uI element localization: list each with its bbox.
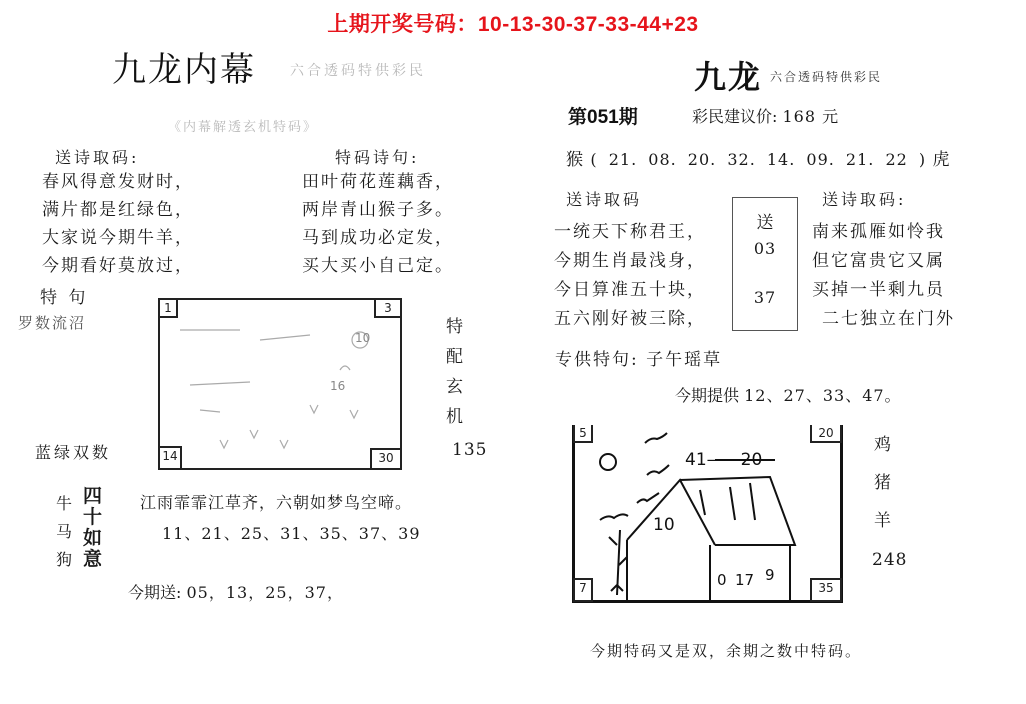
svg-text:10: 10: [355, 331, 371, 345]
house-drawing-icon: [575, 425, 840, 600]
sketch-drawing-icon: [160, 300, 400, 468]
right-poem-heading-right: 送诗取码:: [822, 190, 907, 209]
send-box-num2: 37: [753, 288, 777, 307]
right-zodiacs: 鸡 猪 羊: [874, 435, 891, 531]
poem-line: 田叶荷花莲藕香，: [302, 172, 454, 192]
left-verse: 江雨霏霏江草齐，六朝如梦鸟空啼。: [140, 493, 413, 512]
lan-lv-label: 蓝绿双数: [35, 443, 112, 462]
poem-line: 春风得意发财时，: [42, 172, 194, 192]
provide-label: 今期提供: [675, 386, 740, 405]
left-title: 九龙内幕: [112, 50, 256, 90]
right-right-number: 248: [872, 550, 908, 570]
corner-bottom-left: 7: [573, 578, 593, 602]
corner-top-right: 20: [810, 425, 842, 443]
zodiac-sequence: [566, 145, 951, 170]
svg-text:10: 10: [653, 515, 675, 535]
poem-line: 两岸青山猴子多。: [302, 200, 454, 220]
right-subtitle: 六合透码特供彩民: [770, 70, 883, 84]
right-footer: 今期特码又是双，余期之数中特码。: [590, 642, 863, 660]
corner-top-left: 5: [573, 425, 593, 443]
send-label: 今期送:: [128, 583, 182, 602]
poem-line: 买掉一半剩九员: [812, 280, 945, 300]
last-draw-label: 上期开奖号码：: [327, 13, 478, 36]
send-line: [128, 580, 344, 603]
svg-text:16: 16: [330, 379, 346, 393]
special-poem: [302, 168, 454, 280]
price-label: 彩民建议价:: [692, 107, 778, 126]
poem-line: 二七独立在门外: [822, 309, 955, 329]
provide-line: [675, 383, 902, 406]
special-label: 专供特句:: [555, 350, 639, 370]
right-sketch: [572, 425, 843, 603]
svg-text:17: 17: [735, 571, 755, 589]
poem-line: 南来孤雁如怜我: [812, 222, 945, 242]
corner-top-left: 1: [158, 298, 178, 318]
left-subheading: 《内幕解透玄机特码》: [168, 120, 319, 135]
left-zodiacs: 牛 马 狗: [56, 494, 73, 569]
send-box: [732, 197, 798, 331]
poem-line: 大家说今期牛羊，: [42, 228, 194, 248]
luo-shu-label: 罗数流沼: [18, 314, 87, 332]
corner-top-right: 3: [374, 298, 402, 318]
poem-line: 但它富贵它又属: [812, 251, 945, 271]
issue-number: 第051期: [568, 107, 638, 128]
poem-line: 马到成功必定发，: [302, 228, 454, 248]
left-right-number: 135: [452, 440, 488, 460]
corner-bottom-right: 35: [810, 578, 842, 602]
special-line: [555, 345, 722, 370]
special-poem-heading: 特码诗句:: [335, 148, 420, 167]
sequence-end: 虎: [932, 150, 951, 170]
special-value: 子午瑶草: [646, 350, 723, 370]
poem-line: 一统天下称君王，: [554, 222, 706, 242]
corner-bottom-right: 30: [370, 448, 402, 470]
right-poem-right: [812, 218, 955, 334]
price-value: 168 元: [782, 107, 840, 126]
provide-numbers: 12、27、33、47。: [744, 386, 902, 405]
right-title: 九龙: [694, 58, 763, 96]
last-draw-banner: [0, 8, 1026, 38]
idiom-si-shi-ru-yi: 四 十 如 意: [83, 485, 103, 570]
vertical-label-te-pei-xuan-ji: 特 配 玄 机: [446, 317, 463, 427]
svg-text:9: 9: [765, 566, 775, 584]
right-poem-left: [554, 218, 706, 334]
left-poem-heading: 送诗取码:: [55, 148, 140, 167]
left-sketch: [158, 298, 402, 470]
send-box-num1: 03: [753, 239, 777, 258]
svg-text:0: 0: [717, 571, 727, 589]
left-poem: [42, 168, 194, 280]
poem-line: 今日算准五十块，: [554, 280, 706, 300]
poem-line: 今期看好莫放过，: [42, 256, 194, 276]
te-ju-label: 特 句: [40, 288, 89, 308]
left-numbers-line: 11、21、25、31、35、37、39: [162, 524, 421, 543]
poem-line: 买大买小自己定。: [302, 256, 454, 276]
poem-line: 今期生肖最浅身，: [554, 251, 706, 271]
corner-bottom-left: 14: [158, 446, 182, 470]
price-line: [692, 104, 839, 127]
poem-line: 五六刚好被三除，: [554, 309, 706, 329]
right-poem-heading-left: 送诗取码: [566, 190, 643, 209]
send-box-title: 送: [756, 213, 774, 233]
send-numbers: 05，13，25，37，: [186, 583, 344, 602]
left-subtitle: 六合透码特供彩民: [290, 63, 426, 79]
last-draw-numbers: 10-13-30-37-33-44+23: [477, 13, 699, 36]
sequence-numbers: ( 21. 08. 20. 32. 14. 09. 21. 22 ): [590, 150, 927, 169]
poem-line: 满片都是红绿色，: [42, 200, 194, 220]
svg-text:41——20: 41——20: [685, 450, 763, 470]
sequence-start: 猴: [566, 150, 584, 170]
